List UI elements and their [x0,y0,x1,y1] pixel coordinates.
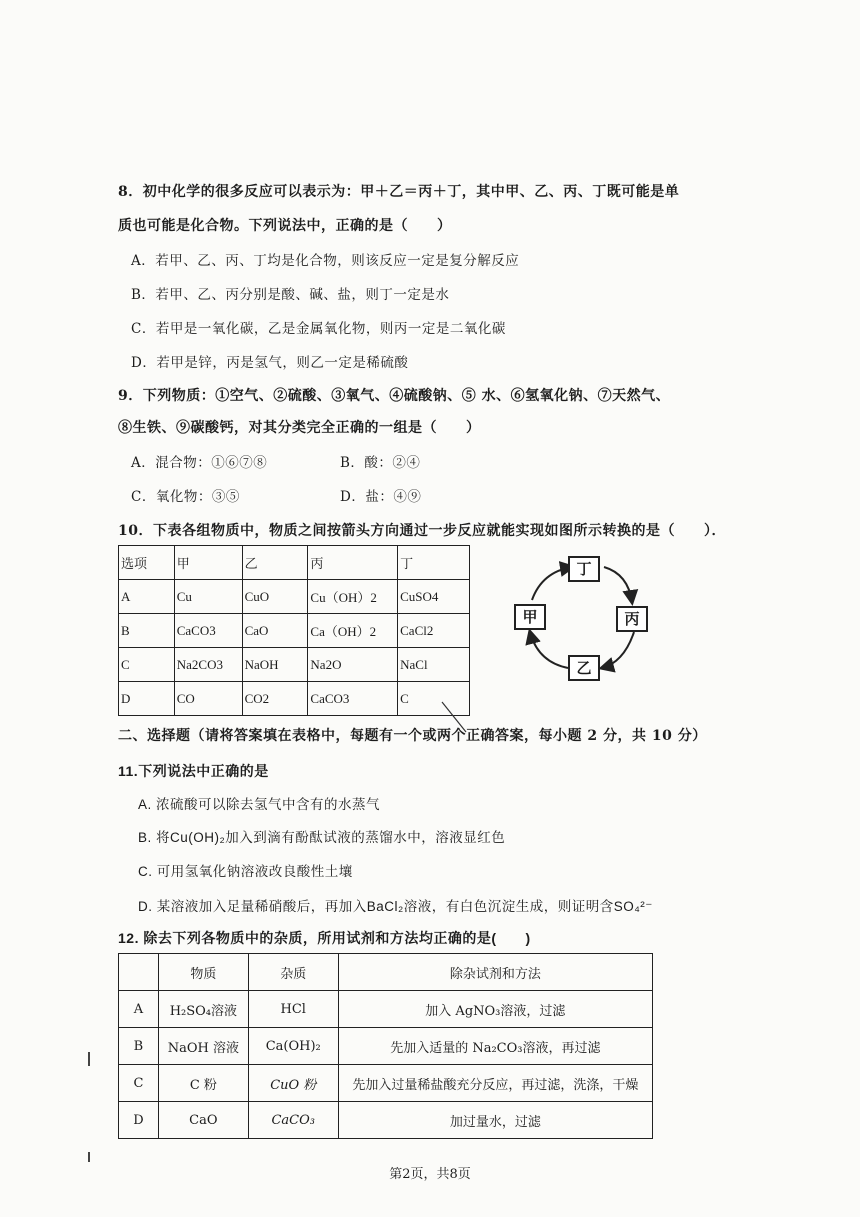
table-row [119,991,653,1028]
q8-option-b: B．若甲、乙、丙分别是酸、碱、盐，则丁一定是水 [131,287,450,303]
q8-stem-line1: 8．初中化学的很多反应可以表示为：甲＋乙＝丙＋丁，其中甲、乙、丙、丁既可能是单 [118,184,680,200]
table-cell: A [119,580,175,614]
q8-stem-line2: 质也可能是化合物。下列说法中，正确的是（ ） [118,218,452,234]
table-cell: CuSO4 [398,580,470,614]
q9-stem-line1: 9．下列物质：①空气、②硫酸、③氧气、④硫酸钠、⑤ 水、⑥氢氧化钠、⑦天然气、 [118,388,671,404]
node-jia: 甲 [514,604,546,630]
table-row [119,682,470,716]
node-yi: 乙 [568,655,600,681]
table-row [119,1065,653,1102]
table-cell: CuO [242,580,308,614]
table-cell: NaOH 溶液 [158,1028,248,1065]
table-header-cell: 丁 [398,546,470,580]
table-header-cell: 甲 [174,546,242,580]
table-row [119,1028,653,1065]
table-cell: B [119,614,175,648]
q8-option-c: C．若甲是一氧化碳，乙是金属氧化物，则丙一定是二氧化碳 [131,321,506,337]
table-cell: CaCO3 [308,682,398,716]
table-cell: CaO [242,614,308,648]
table-header-row [119,546,470,580]
table-cell: CuO 粉 [248,1065,338,1102]
table-cell: HCl [248,991,338,1028]
q10-table [118,545,470,716]
table-cell: H₂SO₄溶液 [158,991,248,1028]
table-cell: C 粉 [158,1065,248,1102]
table-cell: CaCO3 [174,614,242,648]
table-cell: C [398,682,470,716]
q12-stem: 12. 除去下列各物质中的杂质，所用试剂和方法均正确的是( ) [118,930,531,946]
node-ding: 丁 [568,556,600,582]
table-header-cell: 乙 [242,546,308,580]
page-footer: 第2页，共8页 [389,1167,471,1182]
table-cell: NaOH [242,648,308,682]
table-cell: C [119,1065,159,1102]
table-header-cell: 物质 [158,954,248,991]
table-cell: A [119,991,159,1028]
table-cell: Na2CO3 [174,648,242,682]
table-cell: D [119,1102,159,1139]
table-cell: NaCl [398,648,470,682]
table-row [119,580,470,614]
table-header-cell: 丙 [308,546,398,580]
q9-option-c: C．氧化物：③⑤ [131,489,240,505]
node-bing: 丙 [616,606,648,632]
table-row [119,648,470,682]
table-cell: CaCO₃ [248,1102,338,1139]
table-cell: CaO [158,1102,248,1139]
section-2-heading: 二、选择题（请将答案填在表格中，每题有一个或两个正确答案，每小题 2 分，共 10 分） [118,728,707,744]
table-cell: 先加入过量稀盐酸充分反应，再过滤，洗涤，干燥 [338,1065,652,1102]
table-row [119,1102,653,1139]
table-cell: D [119,682,175,716]
table-cell: 加入 AgNO₃溶液，过滤 [338,991,652,1028]
table-cell: Ca(OH)₂ [248,1028,338,1065]
q11-option-a: A. 浓硫酸可以除去氢气中含有的水蒸气 [138,797,381,812]
q11-stem: 11.下列说法中正确的是 [118,763,269,779]
table-cell: Ca（OH）2 [308,614,398,648]
table-cell: CaCl2 [398,614,470,648]
q8-option-a: A．若甲、乙、丙、丁均是化合物，则该反应一定是复分解反应 [131,253,520,269]
q10-stem: 10．下表各组物质中，物质之间按箭头方向通过一步反应就能实现如图所示转换的是（ ）． [118,523,726,539]
q12-table [118,953,653,1139]
q9-stem-line2: ⑧生铁、⑨碳酸钙，对其分类完全正确的一组是（ ） [118,420,481,436]
scan-mark [88,1052,90,1066]
table-header-row [119,954,653,991]
q11-option-c: C. 可用氢氧化钠溶液改良酸性土壤 [138,864,353,879]
table-cell: C [119,648,175,682]
table-header-cell: 杂质 [248,954,338,991]
q9-option-d: D．盐：④⑨ [340,489,422,505]
q10-cycle-diagram [510,552,650,684]
q9-option-a: A．混合物：①⑥⑦⑧ [131,455,268,471]
table-cell: Na2O [308,648,398,682]
q11-option-d: D. 某溶液加入足量稀硝酸后，再加入BaCl₂溶液，有白色沉淀生成，则证明含SO₄²⁻ [138,899,653,914]
table-cell: 加过量水，过滤 [338,1102,652,1139]
table-cell: 先加入适量的 Na₂CO₃溶液，再过滤 [338,1028,652,1065]
table-cell: CO [174,682,242,716]
q9-option-b: B．酸：②④ [340,455,421,471]
table-cell: B [119,1028,159,1065]
table-header-cell [119,954,159,991]
table-header-cell: 除杂试剂和方法 [338,954,652,991]
table-header-cell: 选项 [119,546,175,580]
table-cell: Cu（OH）2 [308,580,398,614]
scan-mark [88,1152,90,1162]
table-cell: Cu [174,580,242,614]
table-row [119,614,470,648]
table-cell: CO2 [242,682,308,716]
q8-option-d: D．若甲是锌，丙是氢气，则乙一定是稀硫酸 [131,355,409,371]
q11-option-b: B. 将Cu(OH)₂加入到滴有酚酞试液的蒸馏水中，溶液显红色 [138,830,506,845]
